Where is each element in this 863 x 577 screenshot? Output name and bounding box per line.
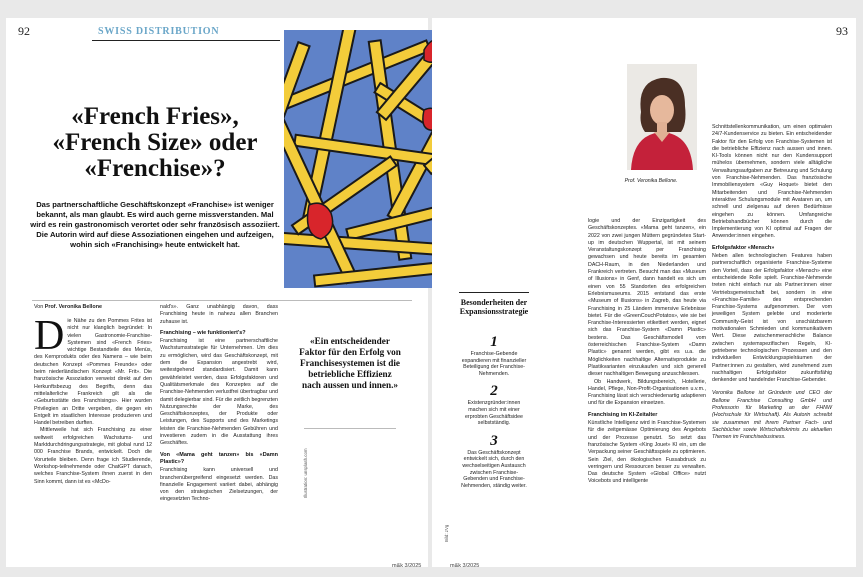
right-col2-paragraph-1: Schnittstellenkommunikation, um einen optimalen 24/7-Kundenservice zu bieten. Ein entscheidender Faktor für den Erfolg von Franchise-Systemen ist die betriebliche Effizienz nach aussen und innen. KI-Tools können nicht nur den Kundensupport mühelos übernehmen, sondern viele alltägliche Verwaltungsaufgaben zur Betreuung und Schulung von Franchise-Nehmenden. Das französische Immobiliensystem «Guy Hoquet» bietet den Mitarbeitenden und Franchise-Nehmenden interaktive Schulungsmodule mit Avataren an, um schnell und zielgenau auf deren Bedürfnisse eingehen zu können. Umfangreiche Betriebshandbücher können durch die Implementierung von KI optimal auf Fragen der Anwender:innen eingehen. (712, 124, 832, 240)
portrait-caption: Prof. Veronika Bellone. (624, 178, 678, 184)
sidebar-item-text: Das Geschäftskonzept entwickelt sich, durch den wechselseitigen Austausch zwischen Franchise-Gebenden und Franchise-Nehmenden, ständig weiter. (461, 449, 527, 489)
ketchup-blob (308, 203, 333, 239)
article-column-1 (34, 313, 152, 486)
byline-prefix: Von (34, 304, 44, 310)
right-col2-paragraph-2: Neben allen technologischen Features haben partnerschaftlich organisierte Franchise-Systeme den Vorteil, dass der Erfolgsfaktor «Mensch» eine entscheidende Rolle spielt. Franchise-Nehmende treten nicht einfach nur als Partner:innen einer Vertriebsgemeinschaft bei, sondern in eine «Franchise-Familie» des entsprechenden Franchise-Systems aufgenommen. Der vom jeweiligen System gelebte und moderierte Community-Geist ist von unschätzbarem motivationalen Schmieden und kommunikativem Wert. Diese zwischenmenschliche Balance zwischen systemspezifischen Regeln, KI-getriebene technologischen Prozessen und den individuellen Entwicklungsspielräumen der Partner:innen zu gestalten, wird zunehmend zum nachhaltigen Erfolgsfaktor zukunftsfähig denkender und handelnder Franchise-Gebender. (712, 253, 832, 384)
article-column-2 (160, 304, 278, 504)
section-label: SWISS DISTRIBUTION (98, 26, 220, 37)
col2-subheading-1: Franchising – wie funktioniert's? (160, 329, 246, 336)
sidebar-rule (459, 292, 529, 293)
headline: «French Fries», «French Size» oder «Frenchise»? (52, 103, 258, 182)
col1-paragraph-1: ie Nähe zu den Pommes Frites ist nicht nur klanglich begründet: In vielen Gastronomie-Franchise-Systemen sind «French Fries» wichtige Bestandteile des Menüs, des Kernprodukts oder des Namens – wie beim deutschen Konzept «Pommes Freunde» oder beim niederländischen Konzept «Mr. Frit». Die französische Assoziation verweist direkt auf den Herkunftsbezug des Begriffs, denn das mittelalterliche Frankreich gilt als die «Geburtsstätte des Franchisings». Hier wurden Privilegien an Dritte vergeben, die gegen ein Entgelt im staatlichen Interesse produzieren und Handel betreiben durften. (34, 318, 152, 427)
photo-credit: Illustration: unsplash.com (303, 448, 308, 498)
col1-paragraph-2: Mittlerweile hat sich Franchising zu einer weltweit erfolgreichen Wachstums- und Marktdurchdringungsstrategie, mit global rund 12 000 Franchise Brands, entwickelt. Doch die Vorurteile bleiben. Denn frage ich Studierende, Workshop-teilnehmende oder ChatGPT danach, welches Franchise-System ihnen zuerst in den Sinn kommt, dann ist es «McDo- (34, 427, 152, 485)
col2-subheading-2: Von «Mama geht tanzen» bis «Damn Plastic»? (160, 451, 278, 465)
page-number-left: 92 (18, 24, 30, 38)
sidebar-title: Besonderheiten der Expansionsstrategie (459, 298, 529, 316)
sidebar-list (458, 334, 530, 489)
right-col1-paragraph-3: Künstliche Intelligenz wird in Franchise-Systemen für die zeitgemässe Optimierung des Angebots und der Prozesse genutzt. So setzt das französische System «King Jouet» KI ein, um die Verpackung seiner Geschäftsspiele zu optimieren. Sein Ziel, den ökologischen Fussabdruck zu verringern und Ressourcen besser zu verwalten. Das deutsche System «Global Office» nutzt Voicebots und intelligente (588, 420, 706, 485)
pull-quote: «Ein entscheidender Faktor für den Erfolg von Franchisesystemen ist die betriebliche Effizienz nach aussen und innen.» (299, 336, 401, 390)
right-column-2 (712, 124, 832, 441)
sidebar-item-text: Franchise-Gebende expandieren mit finanzieller Beteiligung der Franchise-Nehmenden. (461, 351, 527, 377)
portrait-photo (627, 64, 697, 170)
header-rule (92, 40, 280, 41)
sidebar-item (458, 334, 530, 377)
col2-paragraph-1: nald's». Ganz unabhängig davon, dass Franchising heute in nahezu allen Branchen zuhause ist. (160, 304, 278, 325)
footer-right: m&k 3/2025 (450, 563, 480, 569)
byline-author: Prof. Veronika Bellone (44, 304, 103, 310)
image-credit: Bild: zVg (444, 524, 449, 542)
right-column-1 (588, 218, 706, 486)
right-col2-subheading: Erfolgsfaktor «Mensch» (712, 244, 775, 251)
lead-paragraph: Das partnerschaftliche Geschäftskonzept «Franchise» ist weniger bekannt, als man glaubt. Es wird auch gerne missverstanden. Mal wird es rein gastronomisch verortet oder sehr französisch assoziiert. Die Autorin wird auf diese Assoziationen eingehen und aufzeigen, wohin sich «Franchising» heute entwickelt hat. (30, 200, 280, 249)
sidebar-item-number: 1 (490, 334, 498, 350)
col2-paragraph-3: Franchising kann universell und branchenübergreifend eingesetzt werden. Das finanzielle Engagement variiert dabei, abhängig von den strategischen Zielsetzungen, der eingesetzten Techno- (160, 467, 278, 503)
right-col1-subheading: Franchising im KI-Zeitalter (588, 411, 658, 418)
sidebar-item-text: Existenzgründer:innen machen sich mit einer erprobten Geschäftsidee selbstständig. (464, 400, 523, 427)
author-portrait (627, 64, 697, 170)
right-col1-paragraph-1: logie und der Einzigartigkeit des Geschäftskonzeptes. «Mama geht tanzen», ein 2022 von zwei jungen Müttern gegründetes Start-up im deutschen Wuppertal, ist mit seinem Veranstaltungskonzept per Franchising gewachsen und heute bereits im gesamten DACH-Raum, in den Niederlanden und Frankreich vertreten. Besucht man das «Museum of Illusions» in Genf, dann handelt es sich um einen von 55 Standorten des erfolgreichen Erlebnismuseums. 2015 entstand das erste «Museum of Illusions» in Zagreb, das heute via Franchising in 25 Ländern immersive Erlebnisse bietet. Für die «GreenCouchPotatos», wie sie bei Franchise-Interessierten etikettiert werden, eignet sich das Franchise-System «Damn Plastic» bestens. Das Geschäftsmodell vom österreichischen Franchise-System «Damn Plastic» genannt werden, gibt es u.a. die Möglichkeiten nachhaltige Alternativprodukte zu Plastikvarianten einzukaufen und sich generell dieser nachhaltigen Bewegung anzuschliessen. (588, 218, 706, 378)
page-number-right: 93 (836, 24, 848, 38)
col2-paragraph-2: Franchising ist eine partnerschaftliche Wachstumsstrategie für Unternehmen. Um dies zu ermöglichen, wird das Geschäftskonzept, mit dem die Expansion angestrebt wird, weitestgehend standardisiert. Damit kann gewährleistet werden, dass Erfolgsfaktoren und Qualitätsmerkmale des Konzeptes auf die Franchise-Nehmenden verlustfrei übertragbar und damit delegierbar sind. Für die zeitlich begrenzten Nutzungsrechte der Marke, des Geschäftskonzeptes, der Produkte oder Leistungen, des Supports und des Marketings leisten die Franchise-Nehmenden Gebühren und investieren zudem in die Ausstattung ihres Geschäftes. (160, 338, 278, 447)
right-col1-paragraph-2: Ob Handwerk, Bildungsbereich, Hotellerie, Handel, Pflege, Non-Profit-Organisationen u.v.m., Franchising lässt sich verschiedenartig adaptieren und für die Expansion einsetzen. (588, 378, 706, 407)
sidebar-item (458, 383, 530, 426)
byline-rule (32, 300, 412, 301)
author-bio: Veronika Bellone ist Gründerin und CEO der Bellone Franchise Consulting GmbH und Professorin für Marketing an der FHNW (Hochschule für Wirtschaft). Als Autorin schreibt sie zusammen mit ihrem Partner Fach- und Sachbücher sowie Wirtschaftskrimis zu aktuellen Themen im Franchisebusiness. (712, 390, 832, 441)
sidebar-item-number: 2 (490, 383, 498, 400)
sidebar-item (458, 433, 530, 490)
pull-quote-rule (304, 428, 396, 429)
sidebar-item-number: 3 (490, 432, 498, 449)
footer-left: m&k 3/2025 (392, 563, 422, 569)
drop-cap: D (34, 313, 65, 359)
byline (34, 304, 102, 310)
